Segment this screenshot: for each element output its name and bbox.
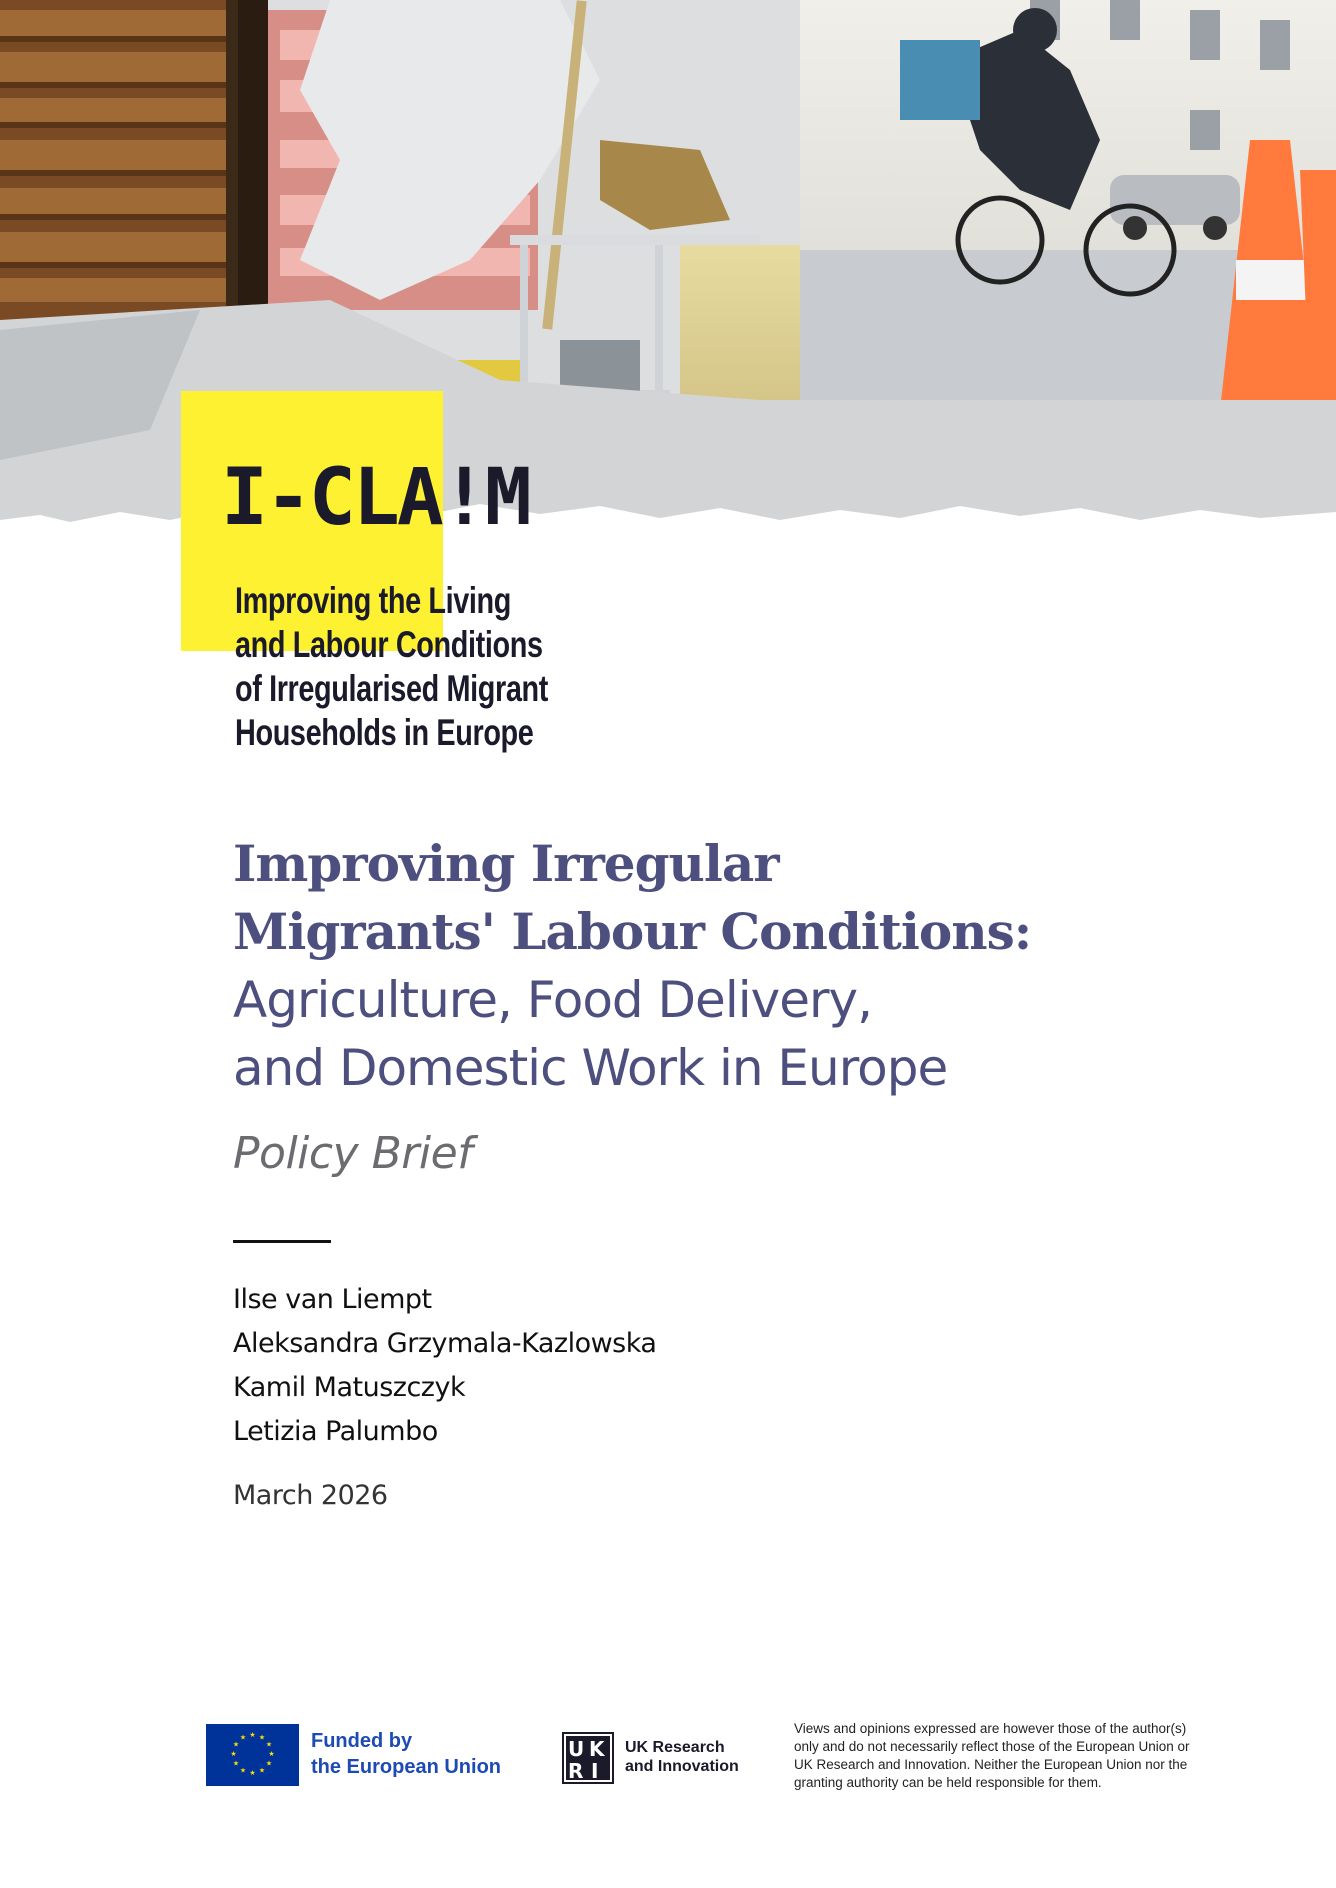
svg-text:R: R xyxy=(568,1759,584,1783)
svg-text:★: ★ xyxy=(258,1766,266,1775)
svg-text:★: ★ xyxy=(239,1766,247,1775)
svg-text:K: K xyxy=(589,1737,605,1761)
svg-text:★: ★ xyxy=(232,1740,240,1749)
logo-tagline-line: Improving the Living xyxy=(235,580,511,621)
ukri-label-line: UK Research xyxy=(625,1739,725,1756)
eu-funding-label xyxy=(311,1728,501,1780)
author-name: Letizia Palumbo xyxy=(233,1416,438,1447)
divider-rule xyxy=(233,1240,331,1243)
logo-tagline-line: of Irregularised Migrant xyxy=(235,668,548,709)
funding-footer xyxy=(0,1720,1336,1830)
publication-date: March 2026 xyxy=(233,1480,388,1511)
logo-tagline-line: and Labour Conditions xyxy=(235,624,543,665)
svg-text:★: ★ xyxy=(265,1740,273,1749)
ukri-label xyxy=(625,1738,739,1776)
logo-tagline-line: Households in Europe xyxy=(235,712,534,753)
eu-funding-line: the European Union xyxy=(311,1756,501,1778)
document-title xyxy=(233,830,1133,1102)
disclaimer-line: UK Research and Innovation. Neither the European Union nor the xyxy=(794,1757,1188,1772)
svg-text:★: ★ xyxy=(265,1759,273,1768)
logo-wordmark: I-CLA!M xyxy=(221,453,529,543)
author-name: Aleksandra Grzymala-Kazlowska xyxy=(233,1328,657,1359)
logo-tagline xyxy=(235,579,548,755)
disclaimer-line: only and do not necessarily reflect those of the European Union or xyxy=(794,1739,1190,1754)
svg-text:★: ★ xyxy=(239,1733,247,1742)
title-line-3: Agriculture, Food Delivery, xyxy=(233,971,872,1029)
svg-text:I: I xyxy=(591,1759,599,1783)
author-name: Ilse van Liempt xyxy=(233,1284,432,1315)
ukri-label-line: and Innovation xyxy=(625,1758,739,1775)
svg-text:★: ★ xyxy=(232,1759,240,1768)
funding-disclaimer xyxy=(794,1720,1204,1792)
iclaim-logo xyxy=(181,391,581,771)
author-name: Kamil Matuszczyk xyxy=(233,1372,466,1403)
svg-text:★: ★ xyxy=(268,1750,275,1758)
svg-text:★: ★ xyxy=(230,1750,237,1758)
disclaimer-line: granting authority can be held responsible for them. xyxy=(794,1775,1102,1790)
author-list xyxy=(233,1278,656,1454)
title-line-4: and Domestic Work in Europe xyxy=(233,1039,948,1097)
eu-flag-icon xyxy=(206,1724,299,1786)
svg-text:★: ★ xyxy=(258,1733,266,1742)
disclaimer-line: Views and opinions expressed are however those of the author(s) xyxy=(794,1721,1187,1736)
title-line-1: Improving Irregular xyxy=(233,834,779,893)
svg-text:★: ★ xyxy=(249,1731,256,1739)
eu-funding-line: Funded by xyxy=(311,1730,413,1752)
title-line-2: Migrants' Labour Conditions: xyxy=(233,902,1032,961)
svg-text:★: ★ xyxy=(249,1769,256,1777)
ukri-logo-icon xyxy=(562,1732,614,1784)
document-subtitle: Policy Brief xyxy=(233,1128,473,1179)
svg-text:U: U xyxy=(568,1737,585,1761)
